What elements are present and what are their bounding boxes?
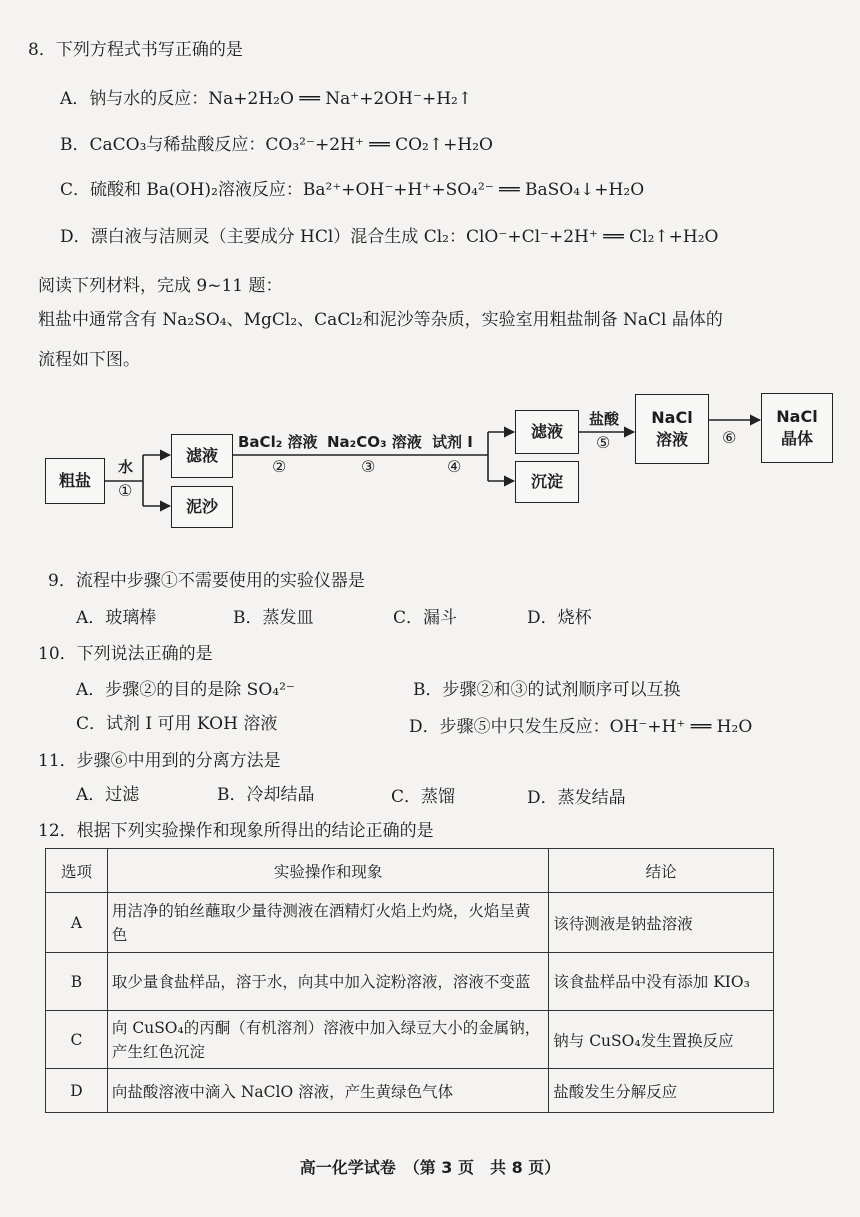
table-cell-operation: 用洁净的铂丝蘸取少量待测液在酒精灯火焰上灼烧，火焰呈黄色: [107, 893, 548, 953]
table-row: [46, 893, 774, 953]
q11-stem: 11．步骤⑥中用到的分离方法是: [38, 751, 281, 771]
flow-box-precipitate: 沉淀: [515, 461, 579, 503]
table-row: [46, 1011, 774, 1069]
table-cell-option: C: [46, 1011, 108, 1069]
q11-option-b: B．冷却结晶: [217, 785, 315, 805]
page-footer: 高一化学试卷 （第 3 页 共 8 页）: [299, 1158, 561, 1177]
flow-step-2: ②: [272, 457, 287, 476]
q12-table: [45, 848, 774, 1113]
table-cell-option: A: [46, 893, 108, 953]
q8-option-d: D．漂白液与洁厕灵（主要成分 HCl）混合生成 Cl₂：ClO⁻+Cl⁻+2H⁺ ══ Cl₂↑+H₂O: [60, 227, 719, 247]
table-header-conclusion: 结论: [549, 849, 774, 893]
q9-stem: 9．流程中步骤①不需要使用的实验仪器是: [48, 571, 365, 591]
flow-step-3: ③: [361, 457, 376, 476]
intro-line3: 流程如下图。: [38, 350, 140, 370]
table-cell-option: D: [46, 1069, 108, 1113]
table-cell-conclusion: 钠与 CuSO₄发生置换反应: [549, 1011, 774, 1069]
q10-option-c: C．试剂 I 可用 KOH 溶液: [76, 714, 278, 734]
flow-step-1: ①: [118, 481, 133, 500]
table-cell-conclusion: 盐酸发生分解反应: [549, 1069, 774, 1113]
intro-line1: 阅读下列材料，完成 9~11 题：: [38, 276, 283, 296]
table-header-operation: 实验操作和现象: [107, 849, 548, 893]
table-cell-conclusion: 该食盐样品中没有添加 KIO₃: [549, 953, 774, 1011]
flow-label-na2co3: Na₂CO₃ 溶液: [327, 433, 422, 451]
table-cell-conclusion: 该待测液是钠盐溶液: [549, 893, 774, 953]
q12-stem: 12．根据下列实验操作和现象所得出的结论正确的是: [38, 821, 434, 841]
q10-option-a: A．步骤②的目的是除 SO₄²⁻: [76, 680, 295, 700]
table-header-option: 选项: [46, 849, 108, 893]
flow-step-4: ④: [447, 457, 462, 476]
q8-option-a: A．钠与水的反应：Na+2H₂O ══ Na⁺+2OH⁻+H₂↑: [60, 89, 473, 109]
flow-label-reagent-i: 试剂 I: [432, 433, 473, 451]
flow-box-sand: 泥沙: [171, 486, 233, 528]
flow-box-nacl-crystal: NaCl 晶体: [761, 393, 833, 463]
q9-option-b: B．蒸发皿: [233, 608, 314, 628]
q9-option-c: C．漏斗: [393, 608, 458, 628]
flow-box-nacl-solution: NaCl 溶液: [635, 394, 709, 464]
flow-box-filtrate-2: 滤液: [515, 410, 579, 454]
flow-label-acid: 盐酸: [589, 410, 620, 428]
q8-option-b: B．CaCO₃与稀盐酸反应：CO₃²⁻+2H⁺ ══ CO₂↑+H₂O: [60, 135, 493, 155]
table-cell-operation: 向盐酸溶液中滴入 NaClO 溶液，产生黄绿色气体: [107, 1069, 548, 1113]
intro-line2: 粗盐中通常含有 Na₂SO₄、MgCl₂、CaCl₂和泥沙等杂质，实验室用粗盐制备 NaCl 晶体的: [38, 310, 723, 330]
flow-step-5: ⑤: [596, 433, 611, 452]
flow-label-bacl2: BaCl₂ 溶液: [238, 433, 318, 451]
flow-label-water: 水: [118, 458, 134, 476]
q9-option-a: A．玻璃棒: [76, 608, 157, 628]
q11-option-d: D．蒸发结晶: [527, 788, 626, 808]
table-row: [46, 953, 774, 1011]
table-header-row: [46, 849, 774, 893]
q11-option-a: A．过滤: [76, 785, 140, 805]
q10-stem: 10．下列说法正确的是: [38, 644, 213, 664]
table-cell-option: B: [46, 953, 108, 1011]
table-cell-operation: 向 CuSO₄的丙酮（有机溶剂）溶液中加入绿豆大小的金属钠，产生红色沉淀: [107, 1011, 548, 1069]
flow-step-6: ⑥: [722, 428, 737, 447]
q9-option-d: D．烧杯: [527, 608, 592, 628]
q10-option-d: D．步骤⑤中只发生反应：OH⁻+H⁺ ══ H₂O: [409, 717, 753, 737]
q8-stem: 8．下列方程式书写正确的是: [28, 40, 243, 60]
q11-option-c: C．蒸馏: [391, 787, 456, 807]
q10-option-b: B．步骤②和③的试剂顺序可以互换: [413, 680, 681, 700]
table-row: [46, 1069, 774, 1113]
flow-box-crude-salt: 粗盐: [45, 458, 105, 504]
q8-option-c: C．硫酸和 Ba(OH)₂溶液反应：Ba²⁺+OH⁻+H⁺+SO₄²⁻ ══ BaSO₄↓+H₂O: [60, 180, 645, 200]
table-cell-operation: 取少量食盐样品，溶于水，向其中加入淀粉溶液，溶液不变蓝: [107, 953, 548, 1011]
flow-box-filtrate-1: 滤液: [171, 434, 233, 478]
